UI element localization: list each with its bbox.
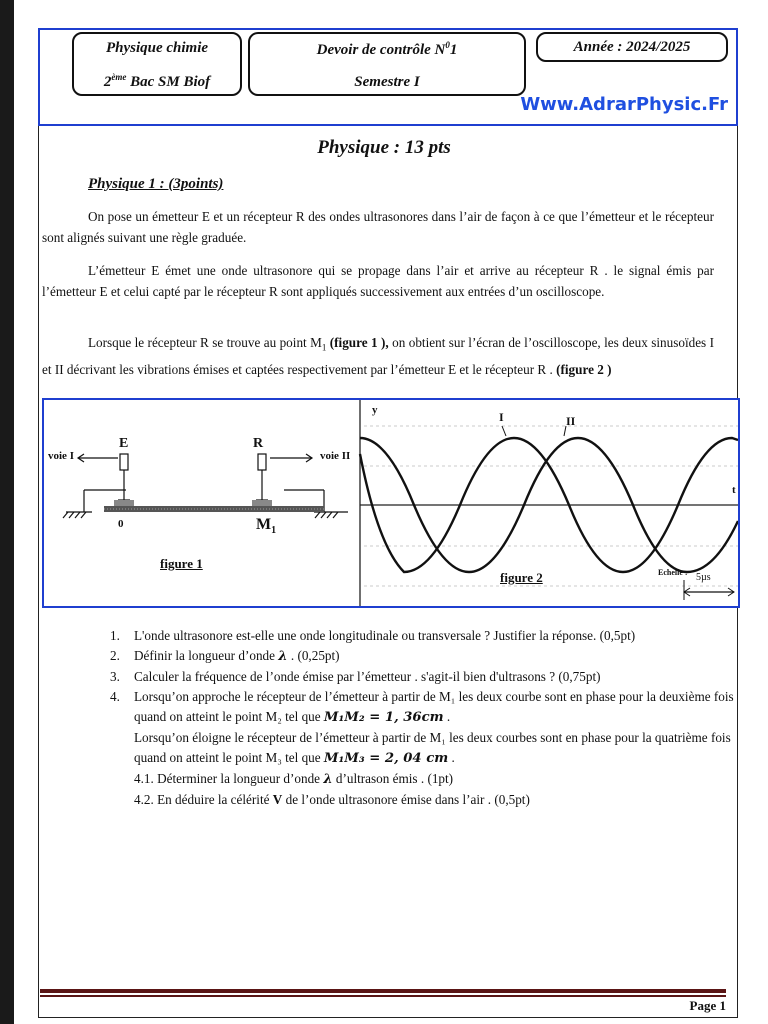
scale-value: 5µs <box>696 572 711 583</box>
point-m1-label: $M_1$ <box>256 516 277 537</box>
receiver-label: R <box>253 436 264 451</box>
paragraph-2: L’émetteur E émet une onde ultrasonore qui se propage dans l’air et arrive au récepteur R . le signal émis par l’émetteur E et celui capté par le récepteur R sont appliqués successivement aux entrées d’un oscilloscope. <box>42 263 714 299</box>
question-1: 1. L'onde ultrasonore est-elle une onde longitudinale ou transversale ? Justifier la réponse. (0,5pt) <box>110 628 636 643</box>
footer-divider-thin <box>40 995 726 997</box>
emitter-label: E <box>119 436 129 451</box>
year-label: Année : 2024/2025 <box>573 39 691 55</box>
question-2: 2. Définir la longueur d’onde λ . (0,25pt) <box>110 648 340 664</box>
page-number: Page 1 <box>689 998 726 1013</box>
section-heading: Physique 1 : (3points) <box>88 176 224 192</box>
question-4-2: 4.2. En déduire la célérité V de l’onde ultrasonore émise dans l’air . (0,5pt) <box>134 792 530 807</box>
subject-box <box>72 32 242 96</box>
page-title: Physique : 13 pts <box>317 137 451 158</box>
exam-box <box>248 32 526 96</box>
semester-label: Semestre I <box>354 74 420 90</box>
t-axis-label: t <box>732 484 736 496</box>
website-link[interactable]: Www.AdrarPhysic.Fr <box>520 94 728 115</box>
footer-divider <box>40 989 726 993</box>
curve-1-label: I <box>499 410 504 424</box>
header <box>38 28 738 126</box>
figures-box <box>42 398 740 608</box>
exam-title: Devoir de contrôle $N^01$ <box>316 40 458 58</box>
class-label: 2ème Bac SM Biof <box>103 72 211 90</box>
figure1-caption: figure 1 <box>160 556 203 571</box>
channel-2-label: voie II <box>320 450 351 462</box>
channel-1-label: voie I <box>48 450 74 462</box>
curve-2-label: II <box>566 414 576 428</box>
question-3: 3. Calculer la fréquence de l’onde émise par l’émetteur . s'agit-il bien d'ultrasons ? (0,75pt) <box>110 669 601 684</box>
scale-label: Echelle : <box>658 568 688 577</box>
figure2-caption: figure 2 <box>500 570 543 585</box>
paragraph-3: Lorsque le récepteur R se trouve au point $M_1$ (figure 1 ), on obtient sur l’écran de l’oscilloscope, les deux sinusoïdes I et II décrivant les vibrations émises et captées respectivement par l’émetteur E et le récepteur R . (figure 2 ) <box>42 335 714 377</box>
question-4: 4. Lorsqu’on approche le récepteur de l’émetteur à partir de M₁ les deux courbe sont en phase pour la deuxième fois quand on atteint le point M₂ tel que M₁M₂ = 1, 36cm . Lorsqu’on éloigne le récepteur de l’émetteur à partir de M₁ les deux courbes sont en phase pour la quatrième fois quand on atteint le point M₃ tel que M₁M₃ = 2, 04 cm . <box>110 689 734 766</box>
question-list <box>110 626 740 810</box>
subject-label: Physique chimie <box>105 40 209 56</box>
year-box <box>536 32 728 62</box>
figure1-diagram <box>44 400 738 606</box>
origin-label: 0 <box>118 518 124 530</box>
paragraph-1: On pose un émetteur E et un récepteur R des ondes ultrasonores dans l’air de façon à ce que l’émetteur et le récepteur sont alignés suivant une règle graduée. <box>42 209 714 245</box>
question-4-1: 4.1. Déterminer la longueur d’onde λ d’ultrason émis . (1pt) <box>134 771 454 787</box>
y-axis-label: y <box>372 404 378 416</box>
